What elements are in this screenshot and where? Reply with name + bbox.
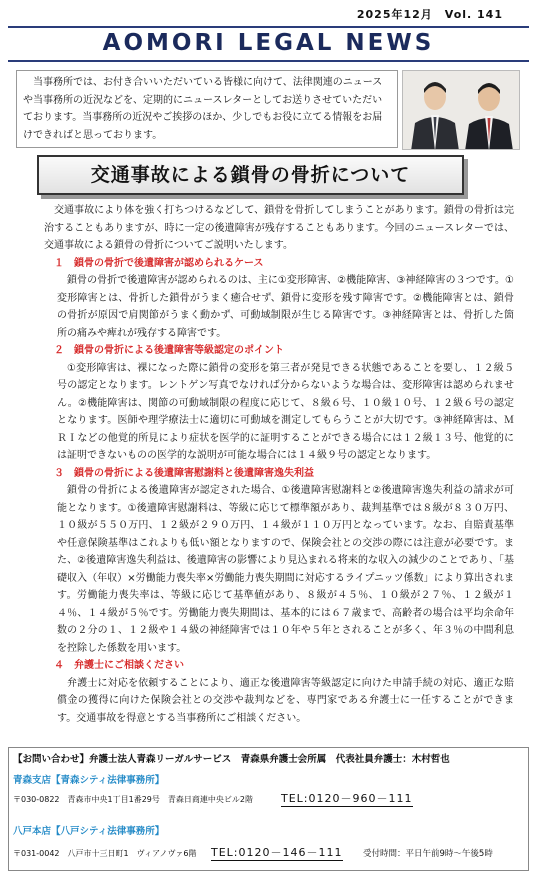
- contact-heading: 【お問い合わせ】弁護士法人青森リーガルサービス 青森県弁護士会所属 代表社員弁護士：木村哲也: [13, 754, 450, 765]
- aomori-branch-address: 〒030-0822 青森市中央1丁目1番29号 青森日商連中央ビル2階: [13, 795, 253, 804]
- top-rule: [8, 26, 529, 28]
- hachinohe-branch-address: 〒031-0042 八戸市十三日町1 ヴィアノヴァ6階: [13, 849, 197, 858]
- masthead-title: AOMORI LEGAL NEWS: [102, 30, 435, 56]
- section-2-heading: ２ 鎖骨の骨折による後遺障害等級認定のポイント: [54, 345, 284, 356]
- section-4-heading: ４ 弁護士にご相談ください: [54, 660, 184, 671]
- section-4-text: 弁護士に対応を依頼することにより、適正な後遺障害等級認定に向けた申請手続の対応、適正な賠償金の獲得に向けた保険会社との交渉や裁判などを、専門家である弁護士に一任することができます。交通事故を得意とする当事務所にご相談ください。: [57, 677, 514, 724]
- intro-text: 当事務所では、お付き合いいただいている皆様に向けて、法律関連のニュースや当事務所の近況などを、定期的にニュースレターとしてお送りさせていただいております。当事務所の近況やご挨拶のほか、少しでもお役に立てる情報をお届けできればと思っております。: [23, 77, 383, 141]
- intro-box: [16, 70, 398, 148]
- section-3-text: 鎖骨の骨折による後遺障害が認定された場合、①後遺障害慰謝料と②後遺障害逸失利益の請求が可能となります。①後遺障害慰謝料は、等級に応じて標準額があり、裁判基準では８級が８３０万円、１０級が５５０万円、１２級が２９０万円、１４級が１１０万円となっています。なお、自賠責基準や任意保険基準はこれよりも低い額となりますので、保険会社との交渉の際には注意が必要です。また、②後遺障害逸失利益は、後遺障害の影響により見込まれる将来的な収入の減少のことであり、「基礎収入（年収）×労働能力喪失率×労働能力喪失期間に対応するライプニッツ係数」により算出されます。労働能力喪失率は、等級に応じて基準値があり、８級が４５％、１０級が２７％、１２級が１４％、１４級が５％です。労働能力喪失期間は、基本的には６７歳まで、高齢者の場合は平均余命年数の２分の１、１２級や１４級の神経障害では１０年や５年とされることが多く、年３％の中間利息を控除した係数を用います。: [57, 485, 514, 654]
- contact-footer: [8, 747, 529, 871]
- hachinohe-branch-tel[interactable]: TEL:0120－146－111: [211, 846, 343, 859]
- issue-label: 2025年12月 Vol. 141: [356, 8, 503, 21]
- article-headline: 交通事故による鎖骨の骨折について: [37, 155, 464, 195]
- aomori-branch-tel[interactable]: TEL:0120－960－111: [281, 792, 413, 805]
- section-1-heading: １ 鎖骨の骨折で後遺障害が認められるケース: [54, 257, 264, 269]
- section-1-text: 鎖骨の骨折で後遺障害が認められるのは、主に①変形障害、②機能障害、③神経障害の３つです。①変形障害とは、骨折した鎖骨がうまく癒合せず、鎖骨に変形を残す障害です。②機能障害とは、鎖骨の骨折が原因で肩関節がうまく動かず、可動域制限が生じる障害です。③神経障害とは、骨折した箇所の痛みや痺れが残存する障害です。: [57, 275, 514, 339]
- aomori-branch-name: 青森支店【青森シティ法律事務所】: [13, 775, 165, 786]
- reception-hours: 受付時間：平日午前9時～午後5時: [363, 849, 493, 859]
- section-3-heading: ３ 鎖骨の骨折による後遺障害慰謝料と後遺障害逸失利益: [54, 467, 314, 479]
- section-2-text: ①変形障害は、裸になった際に鎖骨の変形を第三者が発見できる状態であることを要し、１２級５号の認定となります。レントゲン写真でなければ分からないような場合は、変形障害は認められません。②機能障害は、関節の可動域制限の程度に応じて、８級６号、１０級１０号、１２級６号の認定となります。医師や理学療法士に適切に可動域を測定してもらうことが大切です。③神経障害は、ＭＲＩなどの他覚的所見により症状を医学的に証明することができる場合には１２級１３号、他覚的には証明できないものの医学的な説明が可能な場合には１４級９号の認定となります。: [57, 362, 514, 461]
- article-lead: 交通事故により体を強く打ちつけるなどして、鎖骨を骨折してしまうことがあります。鎖骨の骨折は完治することもありますが、時に一定の後遺障害が残存することもあります。今回のニュースレターでは、交通事故による鎖骨の骨折についてご説明いたします。: [44, 205, 514, 251]
- staff-photo: [402, 70, 520, 150]
- masthead-rule: [8, 60, 529, 62]
- staff-photo-illustration: [403, 71, 520, 150]
- article-body: [44, 202, 514, 727]
- hachinohe-branch-name: 八戸本店【八戸シティ法律事務所】: [13, 826, 165, 837]
